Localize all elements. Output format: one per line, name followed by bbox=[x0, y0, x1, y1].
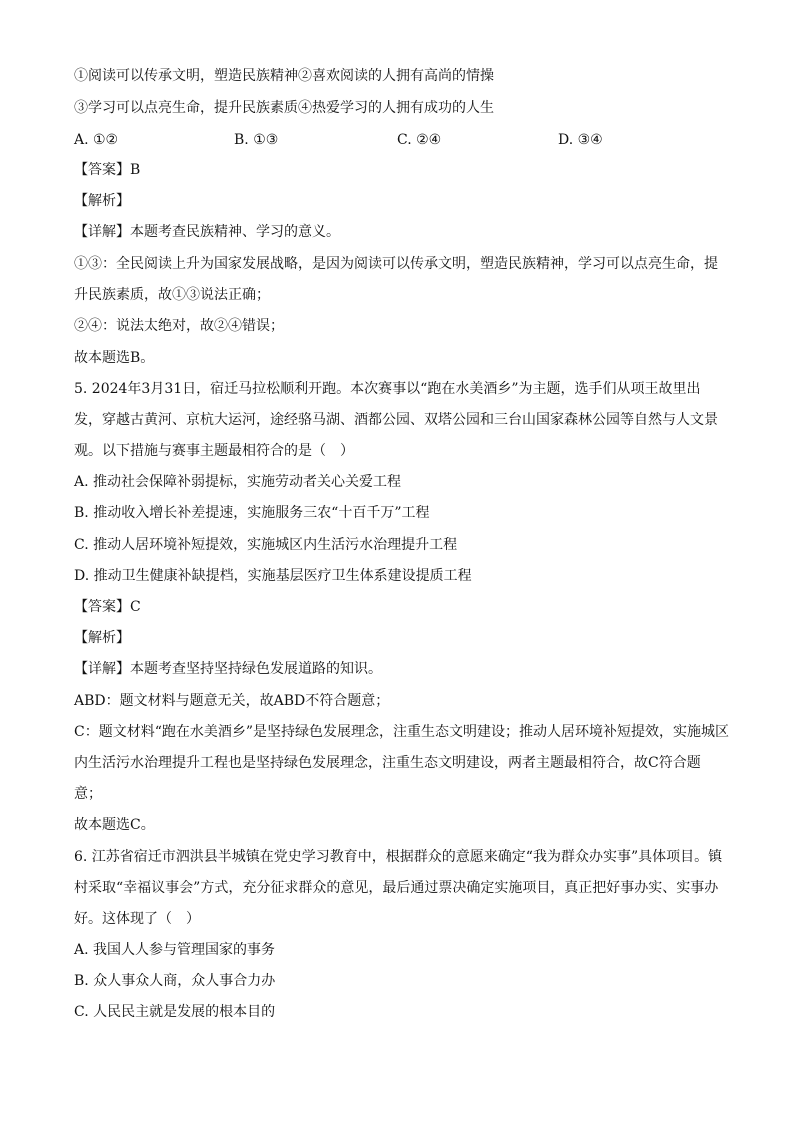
q4-option-b: B. ①③ bbox=[234, 132, 279, 148]
q5-option-d: D. 推动卫生健康补缺提档，实施基层医疗卫生体系建设提质工程 bbox=[74, 568, 472, 584]
q5-explanation-line-1: ABD：题文材料与题意无关，故ABD不符合题意； bbox=[74, 693, 390, 709]
q4-answer: 【答案】B bbox=[74, 162, 141, 178]
q5-stem-line-2: 发，穿越古黄河、京杭大运河，途经骆马湖、酒都公园、双塔公园和三台山国家森林公园等自然与人文景 bbox=[74, 412, 718, 428]
q4-analysis-label: 【解析】 bbox=[74, 193, 130, 209]
q4-options bbox=[74, 130, 724, 150]
q4-explanation-line-3: ②④：说法太绝对，故②④错误； bbox=[74, 318, 284, 334]
q4-statement-3-4: ③学习可以点亮生命，提升民族素质④热爱学习的人拥有成功的人生 bbox=[74, 100, 494, 116]
q4-statement-1-2: ①阅读可以传承文明，塑造民族精神②喜欢阅读的人拥有高尚的情操 bbox=[74, 68, 494, 84]
q4-option-d: D. ③④ bbox=[558, 132, 603, 148]
q4-option-c: C. ②④ bbox=[397, 132, 442, 148]
q5-option-a: A. 推动社会保障补弱提标，实施劳动者关心关爱工程 bbox=[74, 474, 402, 490]
q6-stem-line-3: 好。这体现了（ ） bbox=[74, 911, 200, 927]
q5-stem-line-3: 观。以下措施与赛事主题最相符合的是（ ） bbox=[74, 443, 354, 459]
q6-stem-line-1: 6. 江苏省宿迁市泗洪县半城镇在党史学习教育中，根据群众的意愿来确定“我为群众办实事”具体项目。镇 bbox=[74, 849, 723, 865]
q5-analysis-label: 【解析】 bbox=[74, 630, 130, 646]
q4-explanation-line-2: 升民族素质，故①③说法正确； bbox=[74, 287, 270, 303]
q4-detail: 【详解】本题考查民族精神、学习的意义。 bbox=[74, 224, 340, 240]
q4-option-a: A. ①② bbox=[74, 132, 119, 148]
q5-option-b: B. 推动收入增长补差提速，实施服务三农“十百千万”工程 bbox=[74, 505, 430, 521]
q5-explanation-line-2: C：题文材料“跑在水美酒乡”是坚持绿色发展理念，注重生态文明建设；推动人居环境补短提效，实施城区 bbox=[74, 724, 730, 740]
q5-explanation-line-3: 内生活污水治理提升工程也是坚持绿色发展理念，注重生态文明建设，两者主题最相符合，故C符合题 bbox=[74, 755, 701, 771]
q5-option-c: C. 推动人居环境补短提效，实施城区内生活污水治理提升工程 bbox=[74, 537, 458, 553]
q5-conclusion: 故本题选C。 bbox=[74, 817, 155, 833]
q5-explanation-line-4: 意； bbox=[74, 786, 102, 802]
q5-stem-line-1: 5. 2024年3月31日，宿迁马拉松顺利开跑。本次赛事以“跑在水美酒乡”为主题，选手们从项王故里出 bbox=[74, 381, 701, 397]
q4-explanation-line-1: ①③：全民阅读上升为国家发展战略，是因为阅读可以传承文明，塑造民族精神，学习可以点亮生命，提 bbox=[74, 256, 718, 272]
q4-conclusion: 故本题选B。 bbox=[74, 350, 155, 366]
q6-stem-line-2: 村采取“幸福议事会”方式，充分征求群众的意见，最后通过票决确定实施项目，真正把好事办实、实事办 bbox=[74, 880, 719, 896]
q6-option-a: A. 我国人人参与管理国家的事务 bbox=[74, 942, 276, 958]
q5-answer: 【答案】C bbox=[74, 599, 141, 615]
q6-option-c: C. 人民民主就是发展的根本目的 bbox=[74, 1004, 276, 1020]
q6-option-b: B. 众人事众人商，众人事合力办 bbox=[74, 973, 276, 989]
q5-detail: 【详解】本题考查坚持坚持绿色发展道路的知识。 bbox=[74, 661, 382, 677]
